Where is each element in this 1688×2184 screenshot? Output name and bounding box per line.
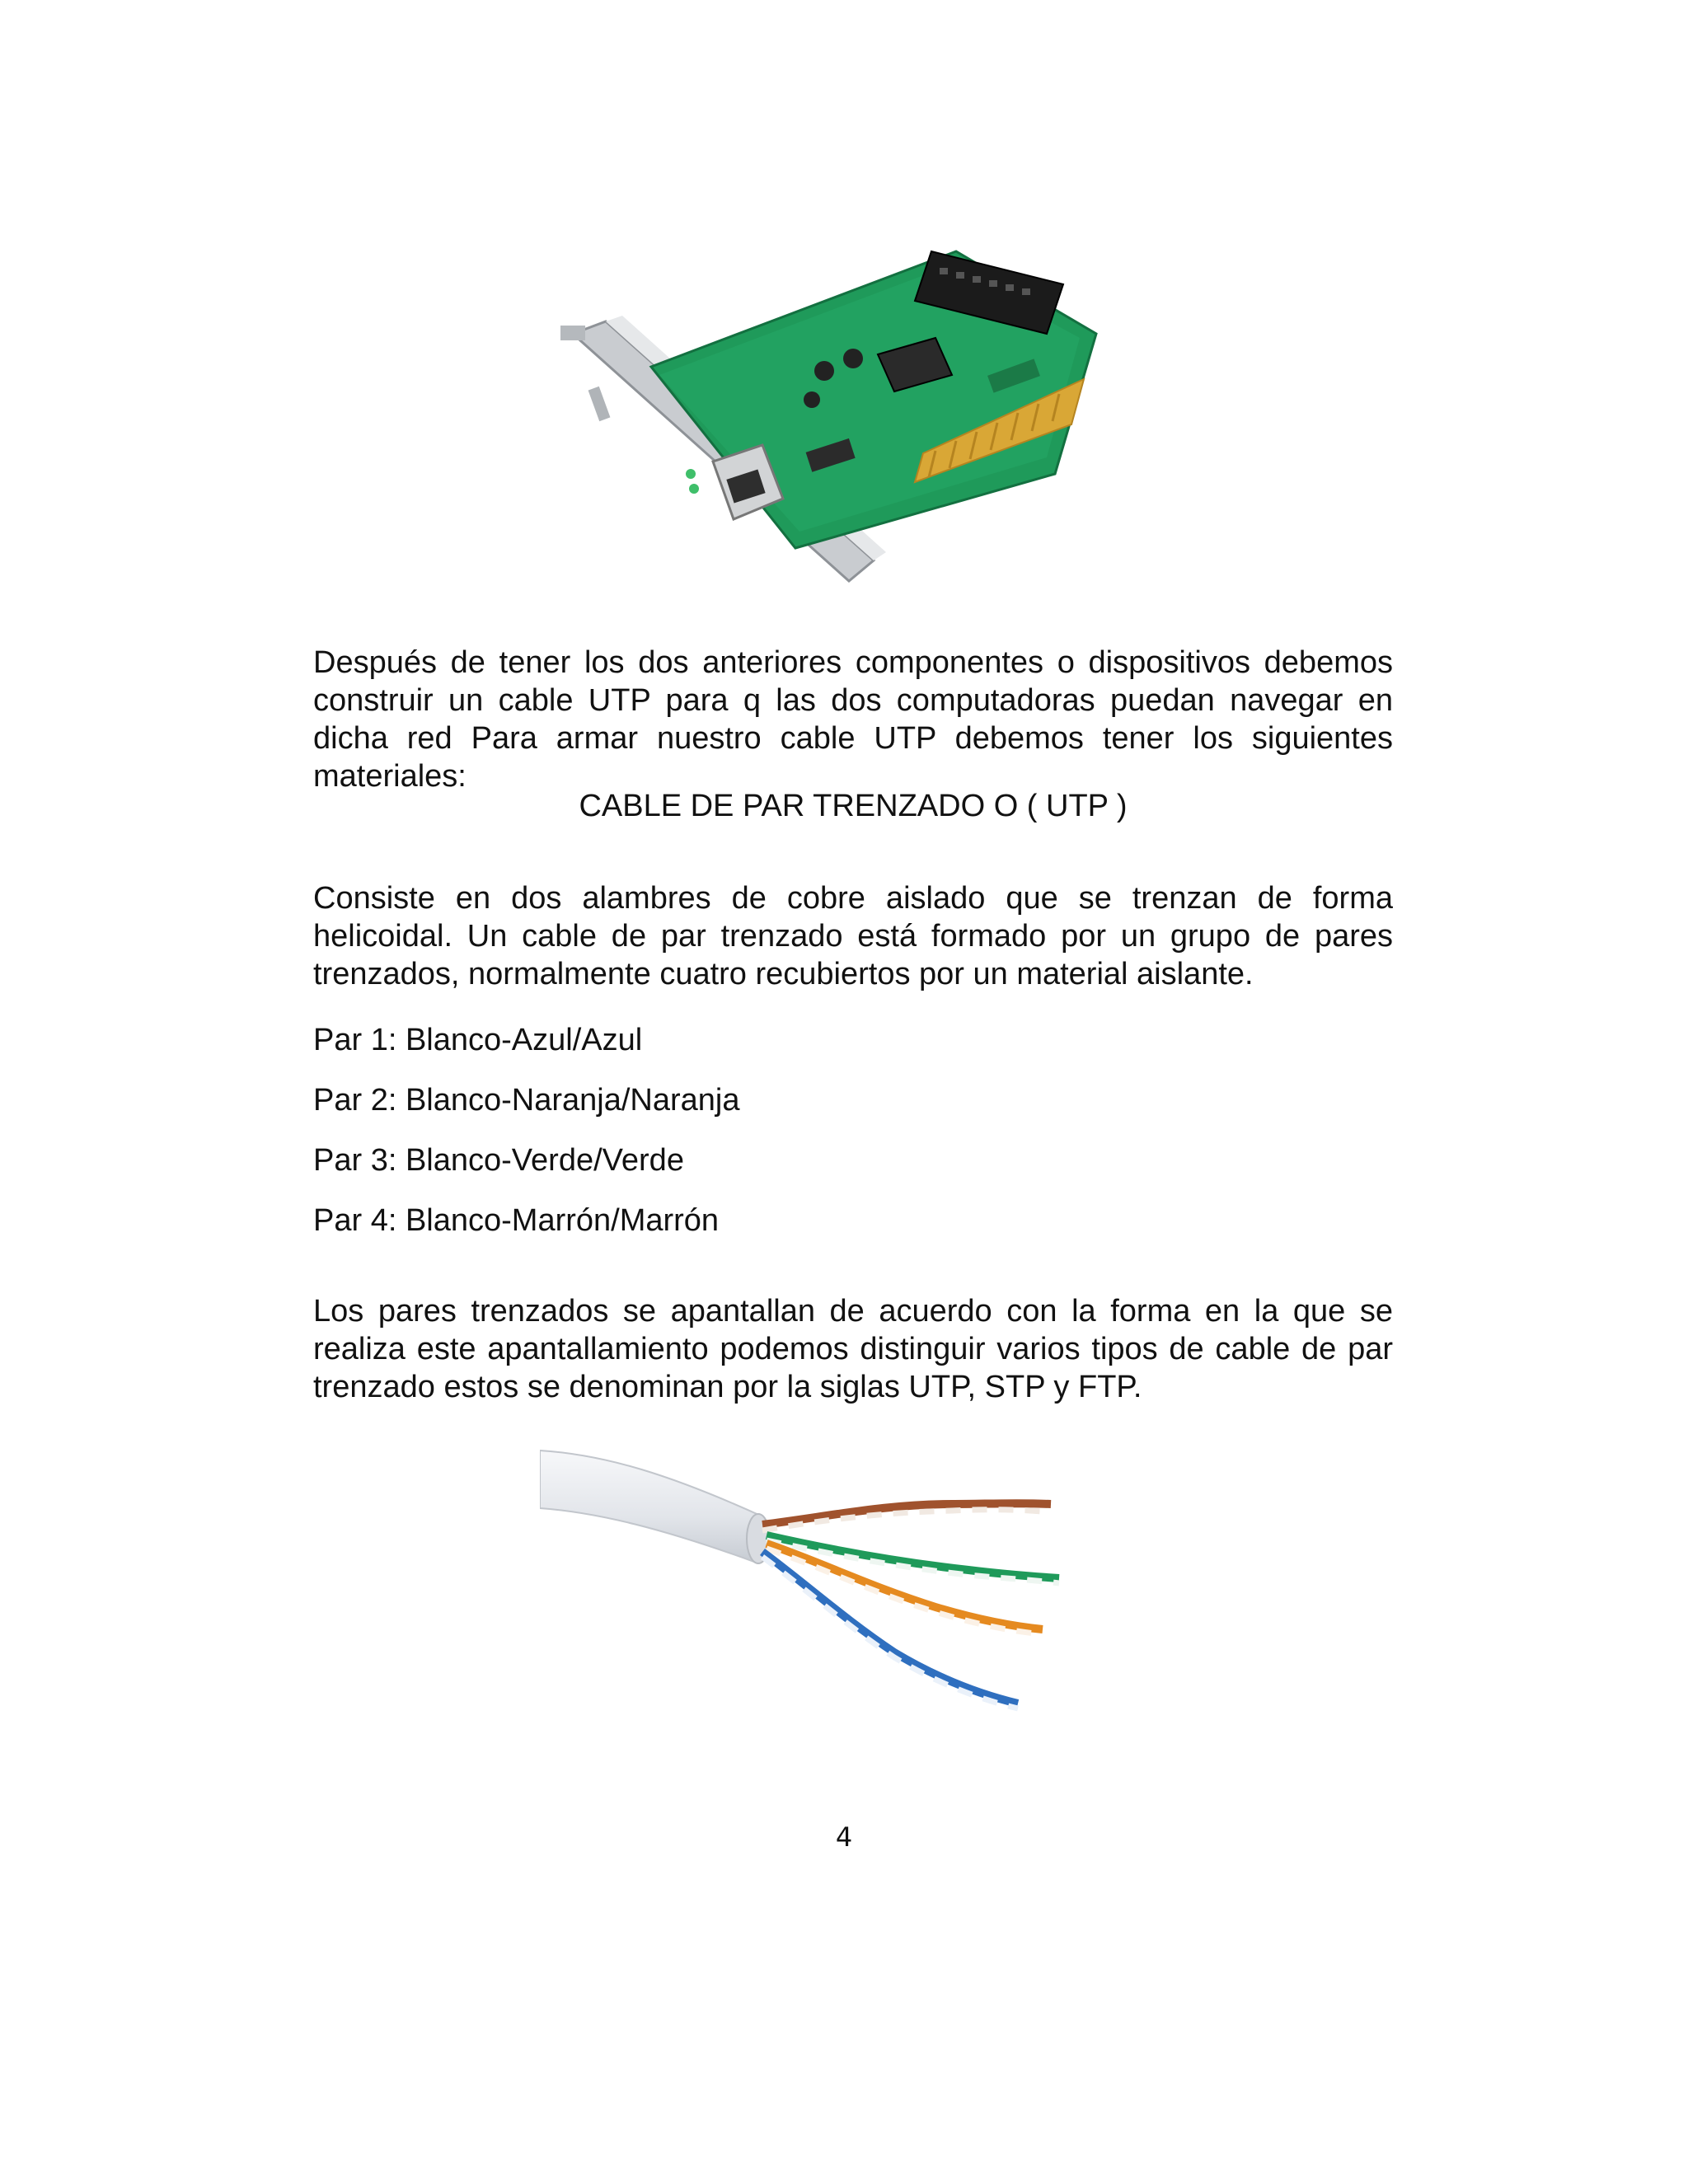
section-heading: CABLE DE PAR TRENZADO O ( UTP )	[579, 789, 1128, 823]
pair-4-line: Par 4: Blanco-Marrón/Marrón	[313, 1203, 720, 1238]
pair-3-line: Par 3: Blanco-Verde/Verde	[313, 1143, 684, 1178]
intro-paragraph: Después de tener los dos anteriores componentes o dispositivos debemos construir un cable UTP para q las dos computadoras puedan navegar en dicha red Para armar nuestro cable UTP debemos tener los siguientes materiales:	[313, 645, 1393, 794]
pair-1-line: Par 1: Blanco-Azul/Azul	[313, 1023, 643, 1057]
utp-cable-image	[540, 1438, 1150, 1722]
pair-2-line: Par 2: Blanco-Naranja/Naranja	[313, 1083, 740, 1118]
page-number: 4	[835, 1821, 853, 1853]
shielding-paragraph: Los pares trenzados se apantallan de acuerdo con la forma en la que se realiza este apantallamiento podemos distinguir varios tipos de cable de par trenzado estos se denominan por la siglas UTP, STP y FTP.	[313, 1294, 1393, 1404]
network-card-image	[560, 235, 1137, 589]
description-paragraph: Consiste en dos alambres de cobre aislado que se trenzan de forma helicoidal. Un cable de par trenzado está formado por un grupo de pares trenzados, normalmente cuatro recubiertos por un material aislante.	[313, 881, 1393, 991]
